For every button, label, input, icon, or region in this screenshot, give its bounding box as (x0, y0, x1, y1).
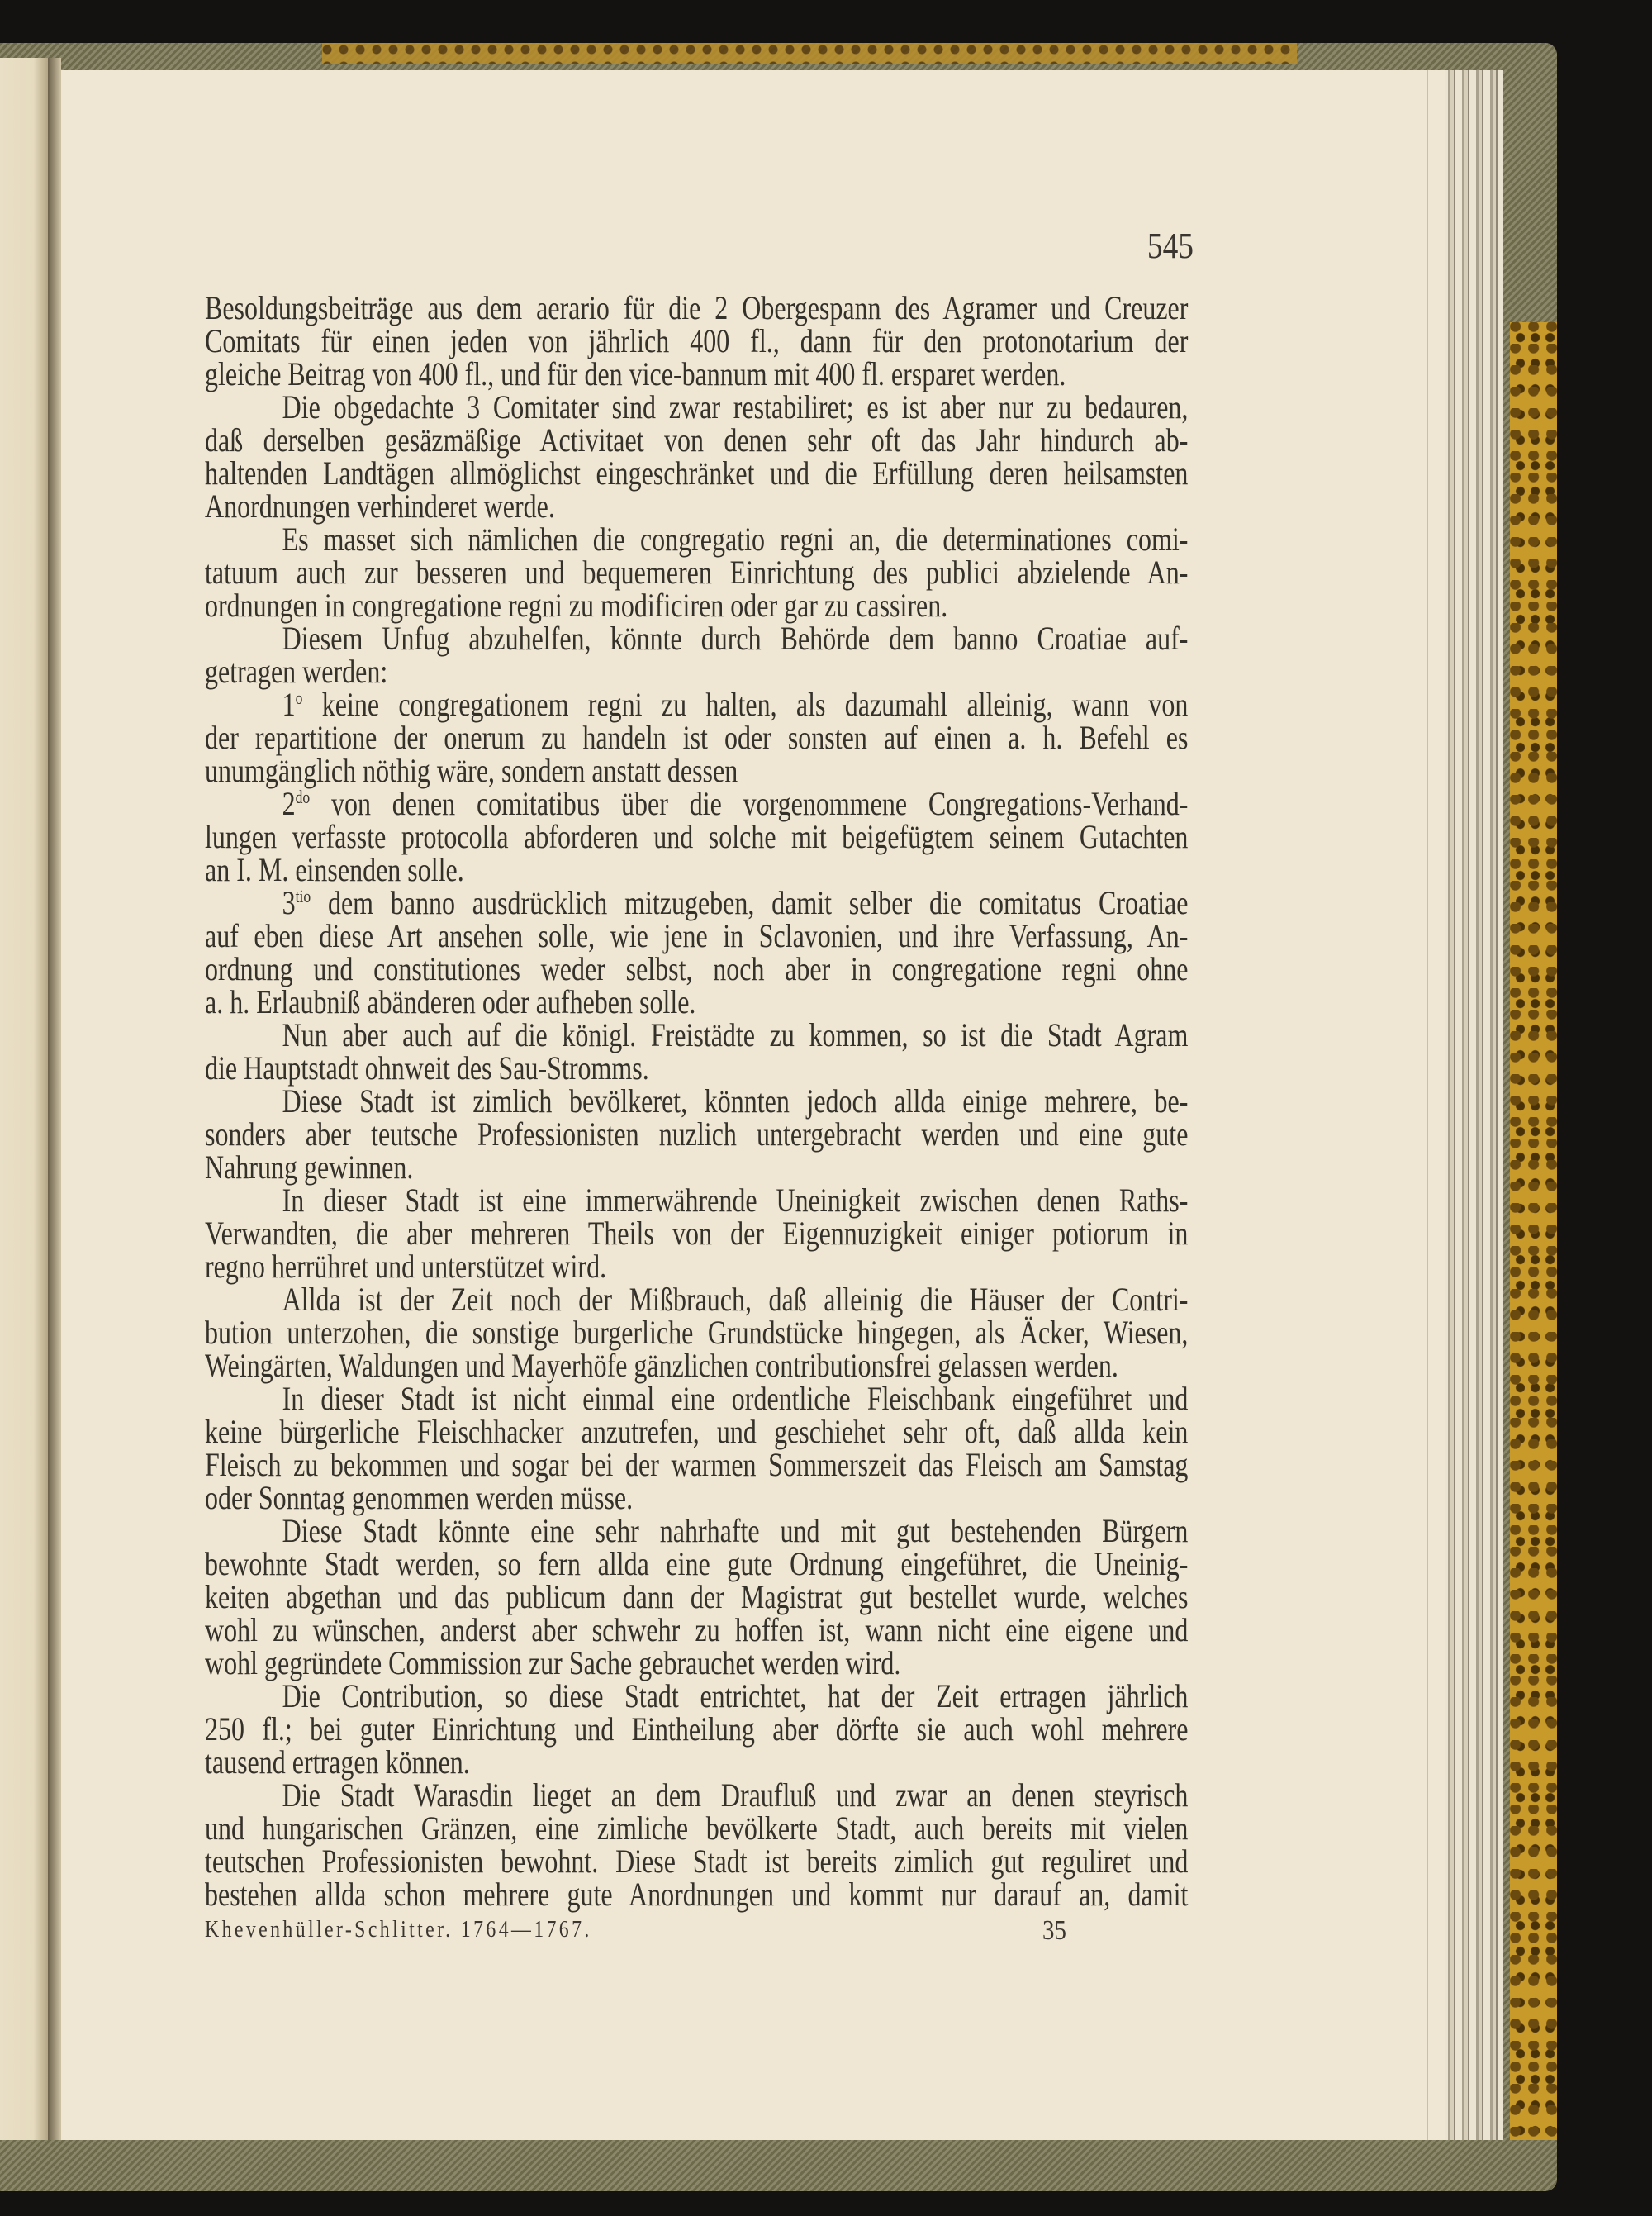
list-number-suffix: tio (295, 886, 311, 906)
page-margin-edge (1427, 70, 1445, 2140)
line-text: oder Sonntag genommen werden müsse. (205, 1479, 634, 1516)
line-text: Die obgedachte 3 Comitater sind zwar restabiliret; es ist aber nur zu bedauren, (282, 388, 1189, 426)
text-line (205, 787, 1188, 820)
line-text: keiten abgethan und das publicum dann der Magistrat gut bestellet wurde, welches (205, 1578, 1189, 1615)
line-text: der repartitione der onerum zu handeln ist oder sonsten auf einen a. h. Befehl es (205, 719, 1189, 756)
text-line (205, 1049, 1188, 1087)
line-text: unumgänglich nöthig wäre, sondern anstatt dessen (205, 752, 738, 789)
line-text: dem banno ausdrücklich mitzugeben, damit selber die comitatus Croatiae (311, 884, 1189, 921)
text-line (205, 1283, 1188, 1316)
line-text: wohl zu wünschen, anderst aber schwehr zu hoffen ist, wann nicht eine eigene und (205, 1611, 1189, 1648)
text-line (205, 487, 1188, 525)
line-text: Die Contribution, so diese Stadt entrichtet, hat der Zeit ertragen jährlich (282, 1677, 1189, 1714)
text-line (205, 1776, 1189, 1814)
text-line (205, 589, 1188, 622)
line-text: ordnungen in congregatione regni zu modificiren oder gar zu cassiren. (205, 587, 948, 624)
line-text: Allda ist der Zeit noch der Mißbrauch, daß alleinig die Häuser der Contri- (282, 1281, 1189, 1318)
text-line (205, 1082, 1189, 1120)
line-text: haltenden Landtägen allmöglichst eingeschränket und die Erfüllung deren heilsamsten (205, 454, 1189, 492)
list-number: 1 (282, 686, 296, 723)
footer-title: Khevenhüller-Schlitter. 1764—1767. (205, 1917, 592, 1943)
text-line (205, 1316, 1188, 1349)
line-text: Fleisch zu bekommen und sogar bei der warmen Sommerszeit das Fleisch am Samstag (205, 1446, 1189, 1483)
text-line (205, 917, 1189, 954)
text-line (205, 1545, 1189, 1582)
text-line (205, 1743, 1188, 1781)
line-text: lungen verfasste protocolla abforderen und solche mit beigefügtem seinem Gutachten (205, 818, 1189, 855)
line-text: ordnung und constitutiones weder selbst, noch aber in congregatione regni ohne (205, 950, 1189, 987)
text-line (205, 655, 1188, 688)
text-line (205, 721, 1188, 754)
text-line (205, 851, 1188, 888)
signature-mark: 35 (1042, 1915, 1066, 1946)
text-line (205, 884, 1189, 921)
line-text: bestehen allda schon mehrere gute Anordnungen und kommt nur darauf an, damit (205, 1876, 1189, 1913)
line-text: 250 fl.; bei guter Einrichtung und Eintheilung aber dörfte sie auch wohl mehrere (205, 1710, 1189, 1748)
line-text: Diese Stadt könnte eine sehr nahrhafte und mit gut bestehenden Bürgern (282, 1512, 1189, 1549)
text-line (205, 1250, 1188, 1283)
line-text: Comitats für einen jeden von jährlich 400 fl., dann für den protonotarium der (205, 322, 1189, 359)
line-text: und hungarischen Gränzen, eine zimliche bevölkerte Stadt, auch bereits mit vielen (205, 1809, 1189, 1847)
text-line (205, 1710, 1189, 1748)
line-text: keine congregationem regni zu halten, als dazumahl alleinig, wann von (302, 686, 1189, 723)
text-line (205, 1512, 1189, 1549)
text-line (205, 1382, 1188, 1415)
text-line (205, 983, 1188, 1020)
line-text: In dieser Stadt ist eine immerwährende Uneinigkeit zwischen denen Raths- (282, 1182, 1189, 1219)
page-number: 545 (1146, 226, 1194, 266)
line-text: daß derselben gesäzmäßige Activitaet von denen sehr oft das Jahr hindurch ab- (205, 421, 1189, 459)
text-line (205, 1217, 1188, 1250)
line-text: an I. M. einsenden solle. (205, 851, 464, 888)
text-line (205, 556, 1188, 589)
text-line (205, 1415, 1188, 1448)
list-number: 2 (282, 785, 296, 822)
text-line (205, 820, 1188, 854)
text-line (205, 454, 1189, 492)
text-line (205, 355, 1188, 392)
text-line (205, 1677, 1189, 1714)
text-line (205, 1578, 1189, 1615)
line-text: auf eben diese Art ansehen solle, wie jene in Sclavonien, und ihre Verfassung, An- (205, 917, 1189, 954)
text-line (205, 421, 1189, 459)
body-text (205, 289, 1189, 1913)
line-text: In dieser Stadt ist nicht einmal eine ordentliche Fleischbank eingeführet und (282, 1380, 1189, 1417)
text-line (205, 1611, 1189, 1648)
line-text: Die Stadt Warasdin lieget an dem Draufluß und zwar an denen steyrisch (282, 1776, 1189, 1814)
marbled-edge-right (1510, 322, 1557, 2140)
text-line (205, 950, 1189, 987)
line-text: bewohnte Stadt werden, so fern allda eine gute Ordnung eingeführet, die Uneinig- (205, 1545, 1189, 1582)
marbled-edge-top (322, 43, 1297, 64)
list-number-suffix: do (295, 787, 311, 807)
text-line (205, 322, 1189, 359)
line-text: Nahrung gewinnen. (205, 1148, 414, 1186)
line-text: bution unterzohen, die sonstige burgerliche Grundstücke hingegen, als Äcker, Wiesen, (205, 1314, 1189, 1351)
line-text: wohl gegründete Commission zur Sache gebrauchet werden wird. (205, 1644, 901, 1681)
text-line (205, 1448, 1188, 1481)
text-line (205, 688, 1188, 721)
text-line (205, 1115, 1189, 1153)
line-text: Weingärten, Waldungen und Mayerhöfe gänzlichen contributionsfrei gelassen werden. (205, 1347, 1118, 1384)
text-line (205, 1878, 1188, 1911)
line-text: Verwandten, die aber mehreren Theils von der Eigennuzigkeit einiger potiorum in (205, 1215, 1189, 1252)
book-gutter (48, 58, 61, 2140)
text-line (205, 388, 1189, 426)
text-line (205, 1184, 1188, 1217)
line-text: die Hauptstadt ohnweit des Sau-Stromms. (205, 1049, 649, 1087)
line-text: sonders aber teutsche Professionisten nuzlich untergebracht werden und eine gute (205, 1115, 1189, 1153)
text-line (205, 622, 1188, 655)
text-line (205, 289, 1189, 326)
left-page (0, 58, 48, 2140)
list-number: 3 (282, 884, 296, 921)
list-number-suffix: o (295, 687, 303, 708)
line-text: regno herrühret und unterstützet wird. (205, 1248, 607, 1285)
line-text: Anordnungen verhinderet werde. (205, 487, 555, 525)
line-text: teutschen Professionisten bewohnt. Diese Stadt ist bereits zimlich gut reguliret und (205, 1843, 1189, 1880)
line-text: Diesem Unfug abzuhelfen, könnte durch Behörde dem banno Croatiae auf- (282, 620, 1189, 657)
line-text: Besoldungsbeiträge aus dem aerario für die 2 Obergespann des Agramer und Creuzer (205, 289, 1189, 326)
text-line (205, 1644, 1188, 1681)
line-text: a. h. Erlaubniß abänderen oder aufheben solle. (205, 983, 696, 1020)
line-text: von denen comitatibus über die vorgenommene Congregations-Verhand- (310, 785, 1189, 822)
line-text: Es masset sich nämlichen die congregatio regni an, die determinationes comi- (282, 521, 1189, 558)
text-line (205, 1349, 1188, 1382)
line-text: gleiche Beitrag von 400 fl., und für den vice-bannum mit 400 fl. ersparet werden. (205, 355, 1066, 392)
text-line (205, 1016, 1189, 1053)
text-line (205, 1809, 1189, 1847)
line-text: tatuum auch zur besseren und bequemeren Einrichtung des publici abzielende An- (205, 554, 1189, 591)
line-text: keine bürgerliche Fleischhacker anzutrefen, und geschiehet sehr oft, daß allda kein (205, 1413, 1189, 1450)
line-text: tausend ertragen können. (205, 1743, 470, 1781)
text-line (205, 523, 1188, 556)
line-text: getragen werden: (205, 653, 388, 690)
line-text: Nun aber auch auf die königl. Freistädte zu kommen, so ist die Stadt Agram (282, 1016, 1189, 1053)
line-text: Diese Stadt ist zimlich bevölkeret, könnten jedoch allda einige mehrere, be- (282, 1082, 1189, 1120)
text-line (205, 1148, 1188, 1186)
text-line (205, 1481, 1188, 1515)
text-line (205, 1845, 1188, 1878)
text-line (205, 754, 1188, 787)
